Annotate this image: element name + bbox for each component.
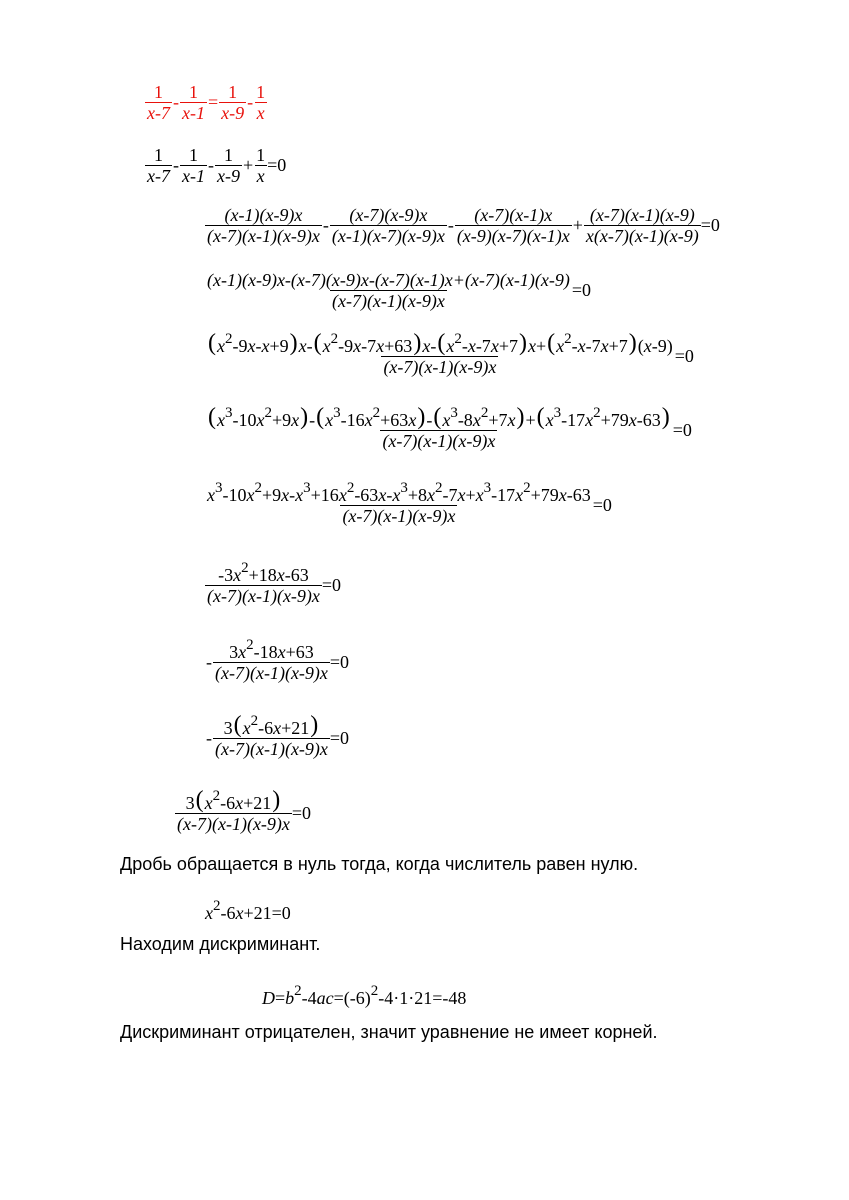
operator: + [242, 155, 254, 175]
numerator: (x-7)(x-1)x [474, 205, 553, 225]
denominator: (x-7)(x-1)(x-9)x [383, 357, 497, 377]
fraction [145, 145, 172, 186]
equation-rhs: =0 [329, 652, 350, 672]
equation-rhs: =0 [672, 420, 692, 440]
operator: + [572, 215, 583, 235]
equation-rhs: =0 [291, 803, 312, 823]
equation-2 [145, 145, 286, 186]
denominator: (x-7)(x-1)(x-9)x [331, 291, 445, 311]
equation-5 [205, 330, 694, 377]
numerator: (x-1)(x-9)x-(x-7)(x-9)x-(x-7)(x-1)x+(x-7)(x-1)(x-9) [207, 270, 570, 290]
fraction [455, 205, 572, 246]
denominator: (x-7)(x-1)(x-9)x [382, 431, 496, 451]
operator: - [207, 155, 214, 175]
numerator: $3(x^2-6x+21)$ [223, 712, 319, 738]
denominator: x(x-7)(x-1)(x-9) [585, 226, 699, 246]
fraction [254, 145, 267, 186]
denominator: x-9 [216, 166, 240, 186]
operator: - [247, 92, 254, 112]
numerator: $(x^3-10x^2+9x)-(x^3-16x^2+63x)-(x^3-8x^2+7x)+(x^3-17x^2+79x-63)$ [208, 404, 670, 430]
equation-rhs: =0 [329, 728, 350, 748]
fraction [213, 712, 330, 759]
equation-12 [205, 897, 291, 926]
explanation-text-2: Находим дискриминант. [120, 934, 321, 954]
minus-sign: - [206, 728, 212, 748]
numerator: 1 [228, 82, 238, 102]
denominator: (x-7)(x-1)(x-9)x [342, 506, 456, 526]
equation-7 [205, 480, 612, 526]
denominator: (x-7)(x-1)(x-9)x [215, 663, 328, 683]
denominator: (x-1)(x-7)(x-9)x [331, 226, 445, 246]
discriminant-expression: $D=b^2-4ac=(-6)^2-4\cdot 1\cdot 21$ [262, 982, 433, 1008]
fraction [215, 145, 242, 186]
operator: = [207, 92, 219, 112]
denominator: (x-9)(x-7)(x-1)x [456, 226, 570, 246]
numerator: (x-1)(x-9)x [224, 205, 303, 225]
numerator: 1 [188, 82, 198, 102]
equation-rhs: =0 [700, 215, 720, 235]
equation-13 [262, 982, 467, 1011]
denominator: x-7 [147, 166, 170, 186]
operator: - [172, 92, 179, 112]
equation-rhs: =0 [674, 346, 694, 366]
equation-rhs: =0 [571, 280, 592, 300]
denominator: x-7 [147, 103, 170, 123]
fraction [213, 637, 330, 683]
equation-10 [205, 712, 350, 759]
numerator: (x-7)(x-9)x [349, 205, 428, 225]
denominator: x-9 [221, 103, 245, 123]
fraction [254, 82, 267, 123]
denominator: x-1 [181, 103, 205, 123]
numerator: $3x^2-18x+63$ [229, 637, 314, 662]
fraction [205, 560, 322, 606]
operator: - [172, 155, 179, 175]
numerator: 1 [256, 145, 266, 165]
equation-rhs: =0 [267, 155, 287, 175]
operator: - [322, 215, 329, 235]
numerator: 1 [256, 82, 266, 102]
numerator: $x^3-10x^2+9x-x^3+16x^2-63x-x^3+8x^2-7x+x^3-17x^2+79x-63$ [207, 480, 591, 505]
equation-rhs: =0 [321, 575, 342, 595]
minus-sign: - [206, 652, 212, 672]
equation-rhs: =0 [592, 495, 612, 515]
explanation-text-3: Дискриминант отрицателен, значит уравнение не имеет корней. [120, 1022, 658, 1042]
denominator: x-1 [181, 166, 205, 186]
equation-rhs: =-48 [432, 987, 467, 1008]
equation-4 [205, 270, 591, 311]
equation-11 [175, 787, 312, 834]
numerator: 1 [153, 82, 163, 102]
fraction [205, 404, 673, 451]
fraction [180, 145, 207, 186]
equation-8 [205, 560, 342, 606]
numerator: 1 [223, 145, 233, 165]
fraction [330, 205, 447, 246]
fraction [205, 270, 572, 311]
numerator: $-3x^2+18x-63$ [218, 560, 309, 585]
equation-9 [205, 637, 350, 683]
numerator: 1 [153, 145, 163, 165]
operator: - [447, 215, 454, 235]
equation-3 [205, 205, 720, 246]
denominator: x [256, 166, 265, 186]
fraction [205, 480, 593, 526]
numerator: $3(x^2-6x+21)$ [185, 787, 281, 813]
equation-6 [205, 404, 692, 451]
numerator: $(x^2-9x-x+9)x-(x^2-9x-7x+63)x-(x^2-x-7x+7)x+(x^2-x-7x+7)(x-9)$ [208, 330, 673, 356]
numerator: 1 [188, 145, 198, 165]
equation-rhs: =0 [271, 902, 291, 923]
fraction [219, 82, 246, 123]
fraction [145, 82, 172, 123]
denominator: (x-7)(x-1)(x-9)x [207, 586, 320, 606]
fraction [180, 82, 207, 123]
explanation-text-1: Дробь обращается в нуль тогда, когда числитель равен нулю. [120, 854, 639, 874]
quadratic-expression: $x^2-6x+21$ [205, 897, 272, 923]
fraction [205, 205, 322, 246]
fraction [584, 205, 701, 246]
denominator: x [256, 103, 265, 123]
fraction [205, 330, 675, 377]
denominator: (x-7)(x-1)(x-9)x [177, 814, 290, 834]
equation-1 [145, 82, 267, 123]
numerator: (x-7)(x-1)(x-9) [589, 205, 695, 225]
denominator: (x-7)(x-1)(x-9)x [215, 739, 328, 759]
denominator: (x-7)(x-1)(x-9)x [207, 226, 320, 246]
fraction [175, 787, 292, 834]
